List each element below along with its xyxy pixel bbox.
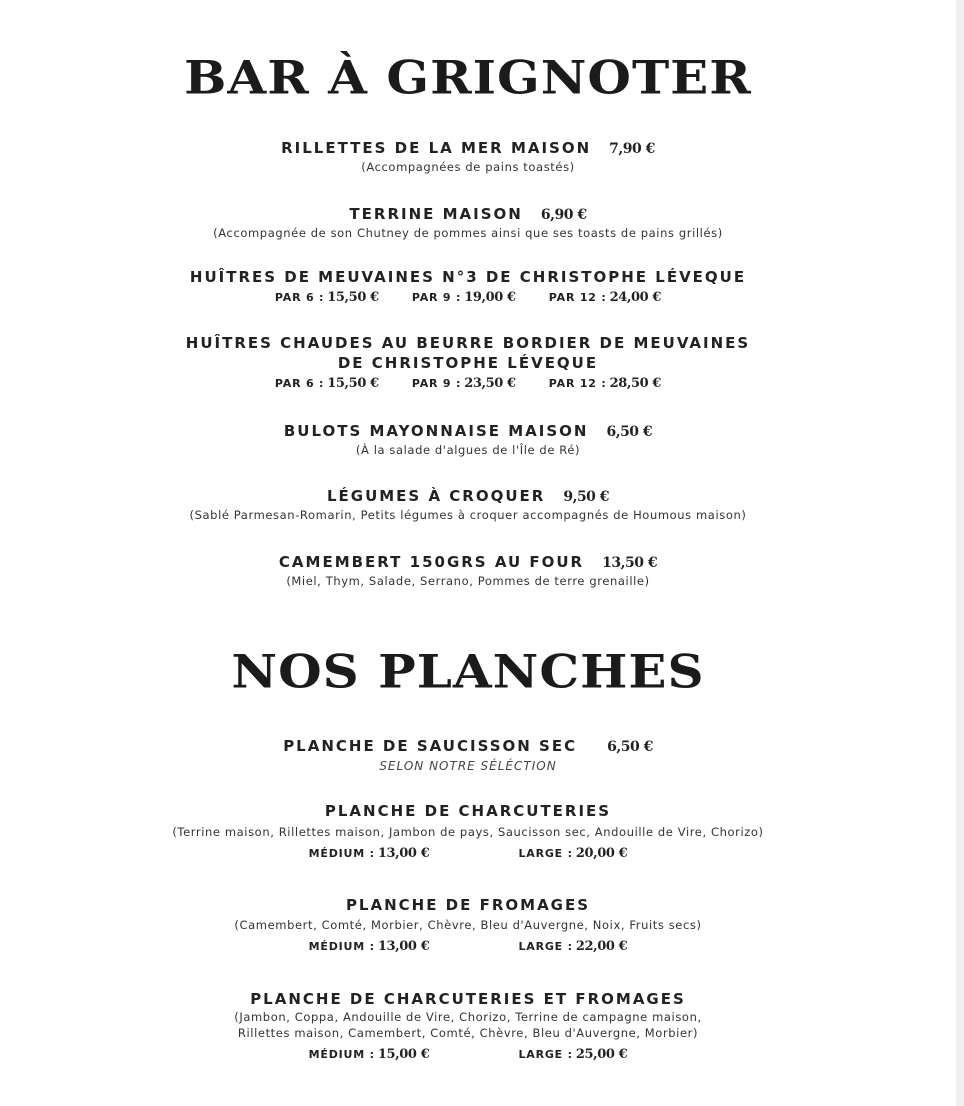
- price-value: 13,00 €: [377, 939, 430, 954]
- item-name: BULOTS MAYONNAISE MAISON: [283, 422, 589, 440]
- item-name: PLANCHE DE CHARCUTERIES: [324, 802, 612, 820]
- price-row: [0, 936, 936, 956]
- price-label: PAR 6 :: [274, 377, 325, 390]
- price-label: MÉDIUM :: [308, 940, 375, 953]
- menu-item-bulots: [0, 421, 936, 458]
- menu-item-huitres-chaudes: [0, 333, 936, 393]
- price-value: 22,00 €: [575, 939, 628, 954]
- menu-item-rillettes: [0, 138, 936, 175]
- item-price: 6,90 €: [540, 207, 587, 223]
- menu-item-huitres: [0, 267, 936, 307]
- item-price: 6,50 €: [607, 739, 653, 755]
- page-edge: [956, 0, 964, 1106]
- menu-item-charcuteries-fromages: [0, 989, 936, 1064]
- menu-item-charcuteries: [0, 801, 936, 863]
- item-description: (À la salade d'algues de l'Île de Ré): [355, 443, 581, 457]
- price-value: 28,50 €: [609, 376, 662, 391]
- item-description: (Accompagnées de pains toastés): [361, 160, 575, 174]
- menu-item-fromages: [0, 895, 936, 956]
- menu-item-saucisson: [0, 736, 936, 775]
- item-description-line2: Rillettes maison, Camembert, Comté, Chèvre, Bleu d'Auvergne, Morbier): [237, 1026, 699, 1040]
- price-label: LARGE :: [518, 847, 573, 860]
- item-name-line1: HUÎTRES CHAUDES AU BEURRE BORDIER DE MEUVAINES: [185, 334, 751, 352]
- price-label: PAR 12 :: [548, 377, 607, 390]
- item-name: CAMEMBERT 150GRS AU FOUR: [278, 553, 585, 571]
- item-price: 13,50 €: [602, 555, 658, 571]
- section-title-bar: BAR À GRIGNOTER: [184, 50, 752, 105]
- item-name: PLANCHE DE CHARCUTERIES ET FROMAGES: [250, 990, 686, 1008]
- price-label: PAR 12 :: [548, 291, 607, 304]
- item-description: (Miel, Thym, Salade, Serrano, Pommes de terre grenaille): [286, 574, 650, 588]
- item-description: (Camembert, Comté, Morbier, Chèvre, Bleu d'Auvergne, Noix, Fruits secs): [234, 918, 702, 932]
- price-row: [0, 843, 936, 863]
- item-description-line1: (Jambon, Coppa, Andouille de Vire, Chorizo, Terrine de campagne maison,: [234, 1010, 702, 1024]
- item-name: RILLETTES DE LA MER MAISON: [281, 139, 592, 157]
- price-value: 15,50 €: [327, 290, 379, 305]
- price-value: 15,00 €: [377, 1047, 430, 1062]
- item-description: (Terrine maison, Rillettes maison, Jambon de pays, Saucisson sec, Andouille de Vire, Chorizo): [172, 825, 764, 839]
- menu-item-terrine: [0, 204, 936, 241]
- price-row: [0, 373, 936, 393]
- menu-item-camembert: [0, 552, 936, 589]
- price-label: PAR 9 :: [411, 291, 462, 304]
- item-name: HUÎTRES DE MEUVAINES N°3 DE CHRISTOPHE LÉVEQUE: [189, 268, 747, 286]
- price-label: PAR 9 :: [411, 377, 462, 390]
- price-value: 20,00 €: [575, 846, 628, 861]
- price-label: PAR 6 :: [274, 291, 325, 304]
- item-price: 7,90 €: [609, 141, 655, 157]
- price-value: 15,50 €: [327, 376, 379, 391]
- price-value: 19,00 €: [464, 290, 516, 305]
- price-value: 13,00 €: [377, 846, 430, 861]
- item-name: LÉGUMES À CROQUER: [326, 487, 546, 505]
- item-price: 6,50 €: [606, 424, 653, 440]
- price-row: [0, 287, 936, 307]
- price-label: LARGE :: [518, 1048, 573, 1061]
- price-label: LARGE :: [518, 940, 573, 953]
- section-planches: [0, 642, 936, 702]
- item-description: (Accompagnée de son Chutney de pommes ainsi que ses toasts de pains grillés): [213, 226, 723, 240]
- item-name: PLANCHE DE FROMAGES: [345, 896, 591, 914]
- menu-item-legumes: [0, 486, 936, 523]
- price-row: [0, 1044, 936, 1064]
- section-bar: [0, 48, 936, 108]
- price-value: 25,00 €: [575, 1047, 628, 1062]
- price-label: MÉDIUM :: [308, 847, 375, 860]
- item-note: SELON NOTRE SÉLÉCTION: [379, 759, 557, 773]
- price-value: 24,00 €: [609, 290, 662, 305]
- item-name-line2: DE CHRISTOPHE LÉVEQUE: [337, 354, 599, 372]
- section-title-planches: NOS PLANCHES: [231, 644, 705, 699]
- price-label: MÉDIUM :: [308, 1048, 375, 1061]
- item-name: TERRINE MAISON: [349, 205, 523, 223]
- item-description: (Sablé Parmesan-Romarin, Petits légumes à croquer accompagnés de Houmous maison): [189, 508, 747, 522]
- price-value: 23,50 €: [464, 376, 516, 391]
- item-name: PLANCHE DE SAUCISSON SEC: [283, 737, 578, 755]
- item-price: 9,50 €: [563, 489, 610, 505]
